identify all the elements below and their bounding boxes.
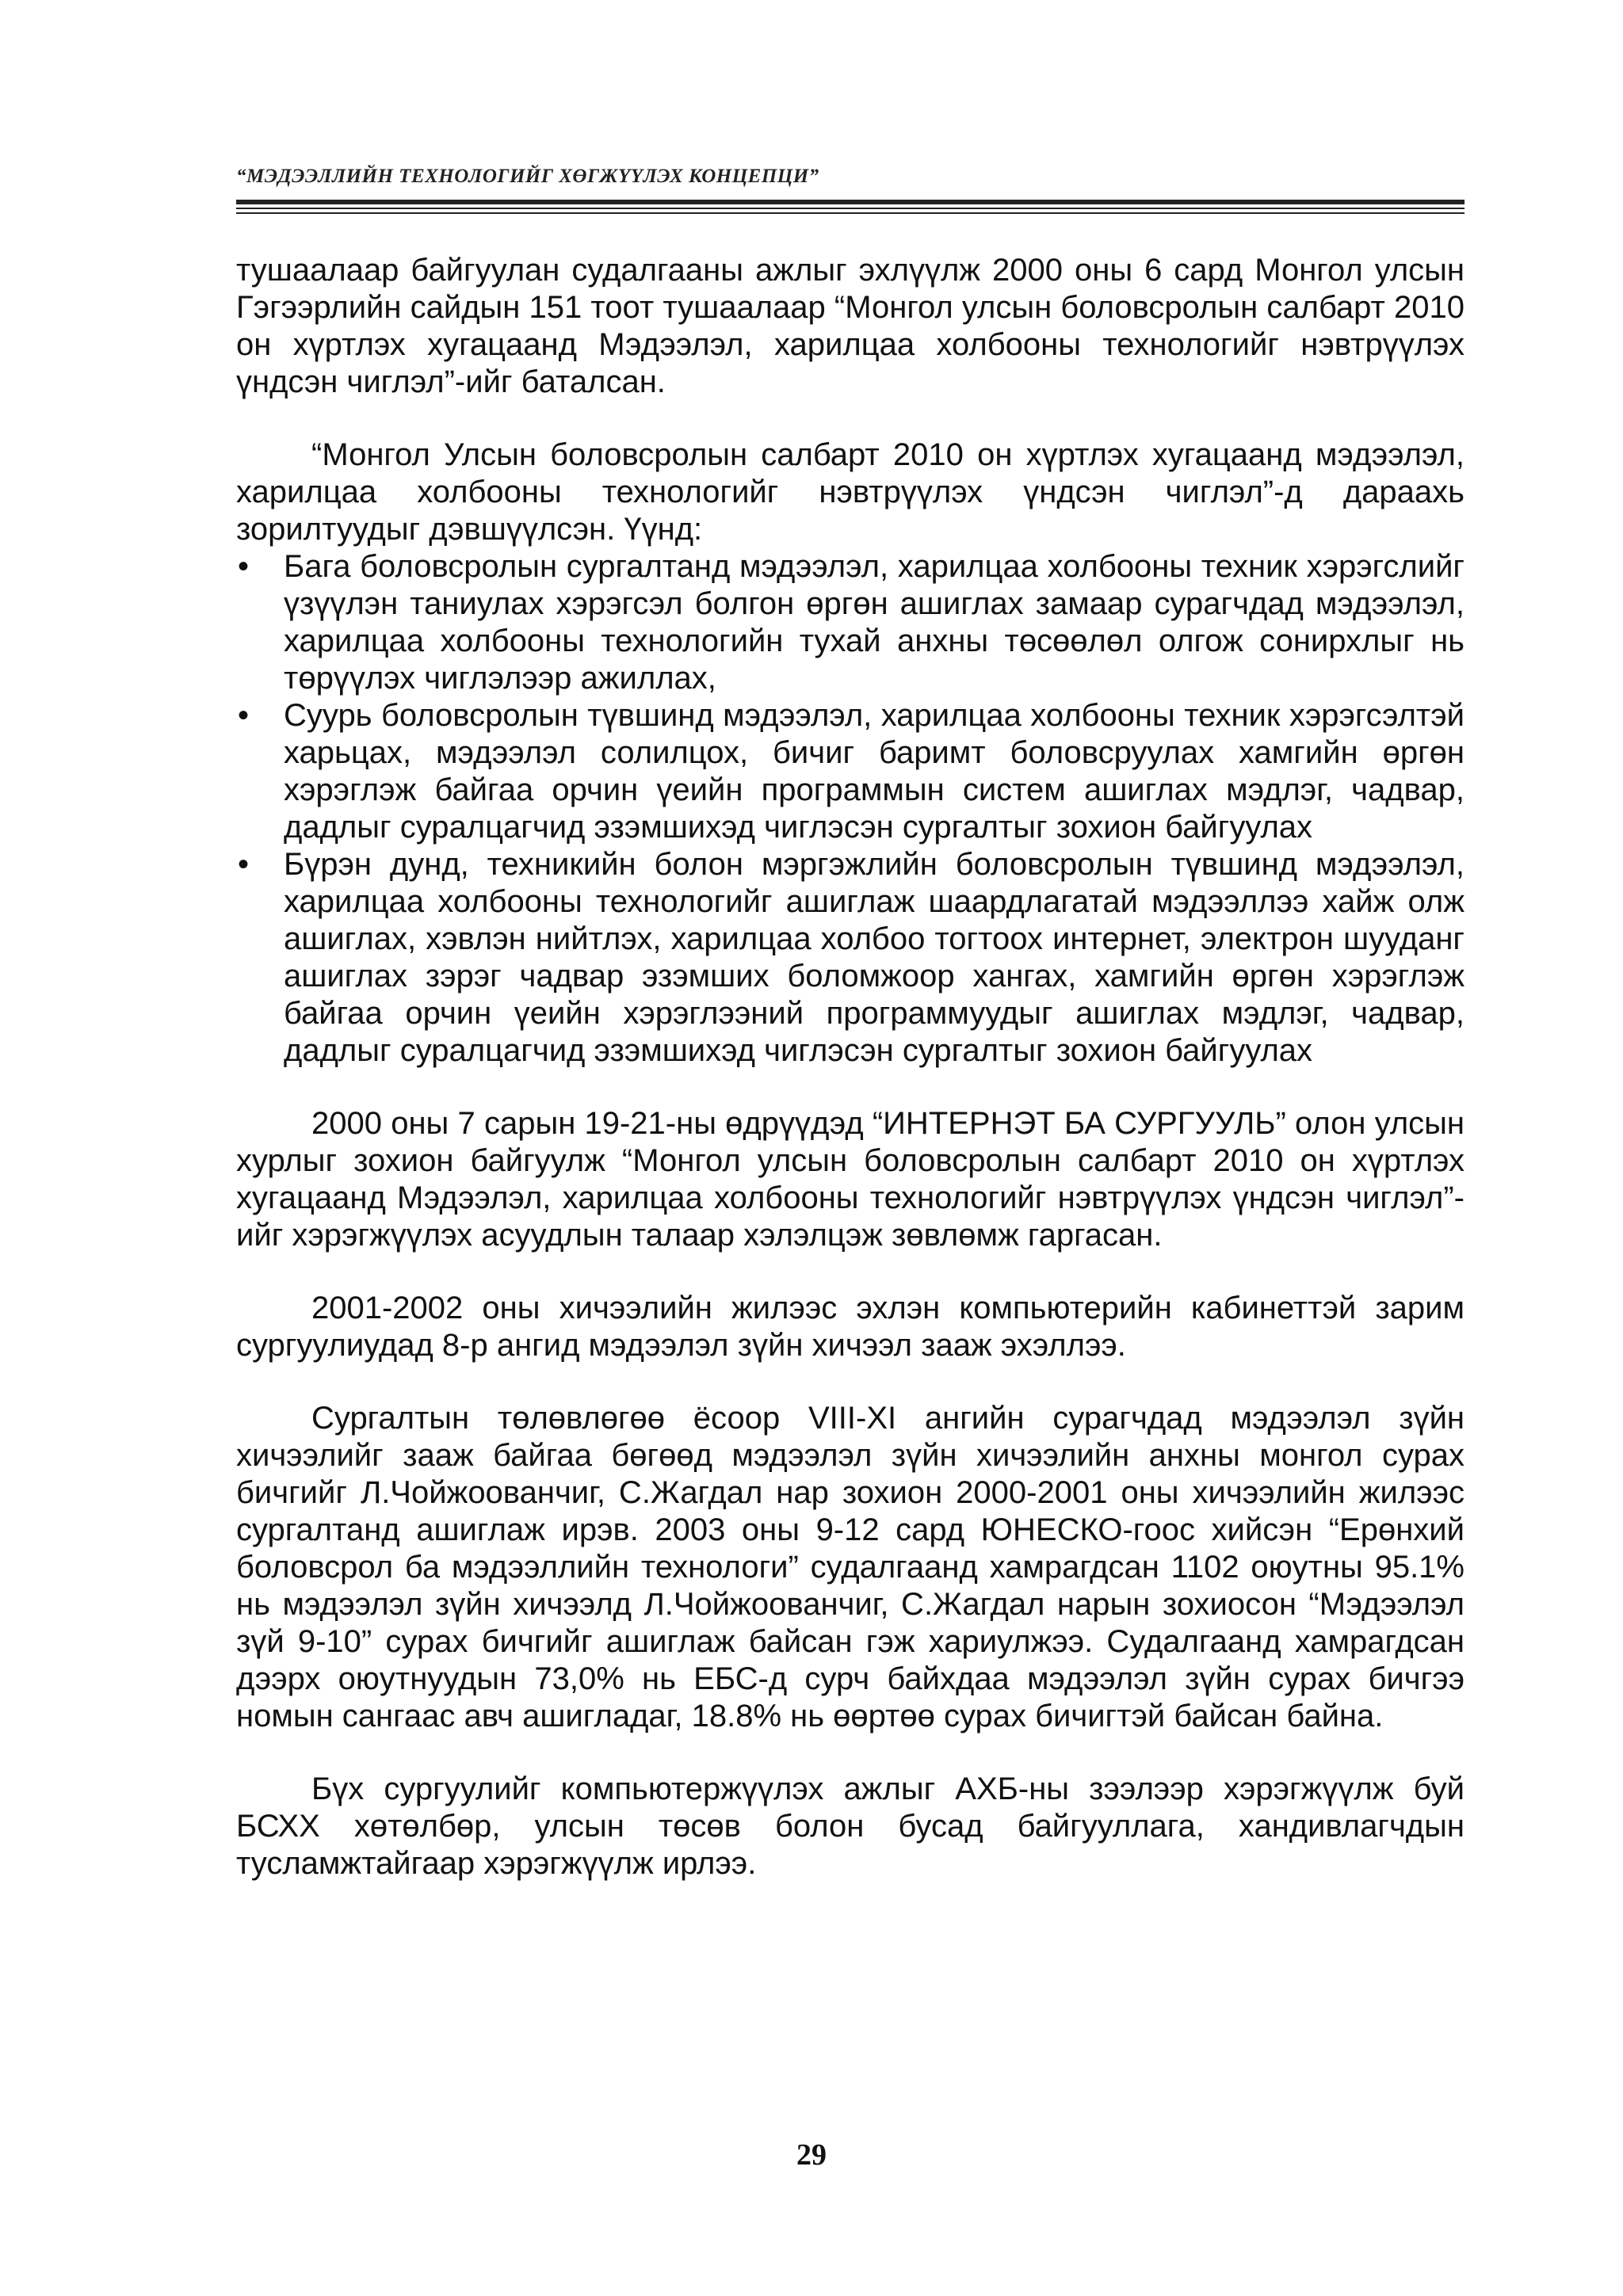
header-rule-thin-1 — [236, 208, 1465, 209]
running-header-title: “МЭДЭЭЛЛИЙН ТЕХНОЛОГИЙГ ХӨГЖҮҮЛЭХ КОНЦЕПЦИ” — [236, 166, 819, 187]
list-item — [236, 697, 1465, 846]
bullet-glyph: • — [238, 698, 250, 733]
paragraph-goals-intro: “Монгол Улсын боловсролын салбарт 2010 он хүртлэх хугацаанд мэдээлэл, харилцаа холбооны технологийг нэвтрүүлэх үндсэн чиглэл”-д дараахь зорилтуудыг дэвшүүлсэн. Үүнд: — [236, 437, 1465, 547]
header-divider — [236, 200, 1465, 214]
paragraph-curriculum-survey: Сургалтын төлөвлөгөө ёсоор VIII-XI ангийн сурагчдад мэдээлэл зүйн хичээлийг зааж байгаа бөгөөд мэдээлэл зүйн хичээлийн анхны монгол сурах бичгийг Л.Чойжоованчиг, С.Жагдал нар зохион 2000-2001 оны хичээлийн жилээс сургалтанд ашиглаж ирэв. 2003 оны 9-12 сард ЮНЕСКО-гоос хийсэн “Ерөнхий боловсрол ба мэдээллийн технологи” судалгаанд хамрагдсан 1102 оюутны 95.1% нь мэдээлэл зүйн хичээлд Л.Чойжоованчиг, С.Жагдал нарын зохиосон “Мэдээлэл зүй 9-10” сурах бичгийг ашиглаж байсан гэж хариулжээ. Судалгаанд хамрагдсан дээрх оюутнуудын 73,0% нь ЕБС-д сурч байхдаа мэдээлэл зүйн сурах бичгээ номын сангаас авч ашигладаг, 18.8% нь өөртөө сурах бичигтэй байсан байна. — [236, 1401, 1465, 1733]
paragraph-conference: 2000 оны 7 сарын 19-21-ны өдрүүдэд “ИНТЕРНЭТ БА СУРГУУЛЬ” олон улсын хурлыг зохион байгуулж “Монгол улсын боловсролын салбарт 2010 он хүртлэх хугацаанд Мэдээлэл, харилцаа холбооны технологийг нэвтрүүлэх үндсэн чиглэл”-ийг хэрэгжүүлэх асуудлын талаар хэлэлцэж зөвлөмж гаргасан. — [236, 1106, 1465, 1253]
header-rule-thick — [236, 200, 1465, 204]
page-header — [236, 165, 1465, 217]
paragraph-informatics-start: 2001-2002 оны хичээлийн жилээс эхлэн компьютерийн кабинеттэй зарим сургуулиудад 8-р ангид мэдээлэл зүйн хичээл зааж эхэллээ. — [236, 1291, 1465, 1363]
bullet-glyph: • — [238, 549, 250, 584]
list-item-text: Суурь боловсролын түвшинд мэдээлэл, харилцаа холбооны техник хэрэгсэлтэй харьцах, мэдээлэл солилцох, бичиг баримт боловсруулах хамгийн өргөн хэрэглэж байгаа орчин үеийн программын систем ашиглах мэдлэг, чадвар, дадлыг суралцагчид эзэмшихэд чиглэсэн сургалтыг зохион байгуулах — [284, 698, 1465, 845]
list-item-text: Бүрэн дунд, техникийн болон мэргэжлийн боловсролын түвшинд мэдээлэл, харилцаа холбооны технологийг ашиглаж шаардлагатай мэдээллээ хайж олж ашиглах, хэвлэн нийтлэх, харилцаа холбоо тогтоох интернет, электрон шууданг ашиглах зэрэг чадвар эзэмших боломжоор хангах, хамгийн өргөн хэрэглэж байгаа орчин үеийн хэрэглээний программуудыг ашиглах мэдлэг, чадвар, дадлыг суралцагчид эзэмшихэд чиглэсэн сургалтыг зохион байгуулах — [284, 847, 1465, 1068]
list-item — [236, 548, 1465, 697]
page-number: 29 — [796, 2138, 827, 2172]
list-item — [236, 846, 1465, 1070]
page-body — [236, 252, 1465, 1918]
list-item-text: Бага боловсролын сургалтанд мэдээлэл, харилцаа холбооны техник хэрэгслийг үзүүлэн таниулах хэрэгсэл болгон өргөн ашиглах замаар сурагчдад мэдээлэл, харилцаа холбооны технологийн тухай анхны төсөөлөл олгож сонирхлыг нь төрүүлэх чиглэлээр ажиллах, — [284, 549, 1465, 696]
goals-bullet-list — [236, 548, 1465, 1070]
paragraph-continuation: тушаалаар байгуулан судалгааны ажлыг эхлүүлж 2000 оны 6 сард Монгол улсын Гэгээрлийн сайдын 151 тоот тушаалаар “Монгол улсын боловсролын салбарт 2010 он хүртлэх хугацаанд Мэдээлэл, харилцаа холбооны технологийг нэвтрүүлэх үндсэн чиглэл”-ийг баталсан. — [236, 253, 1465, 399]
header-rule-thin-2 — [236, 212, 1465, 214]
bullet-glyph: • — [238, 847, 250, 882]
paragraph-computerization: Бүх сургуулийг компьютержүүлэх ажлыг АХБ-ны зээлээр хэрэгжүүлж буй БСХХ хөтөлбөр, улсын төсөв болон бусад байгууллага, хандивлагчдын тусламжтайгаар хэрэгжүүлж ирлээ. — [236, 1772, 1465, 1881]
